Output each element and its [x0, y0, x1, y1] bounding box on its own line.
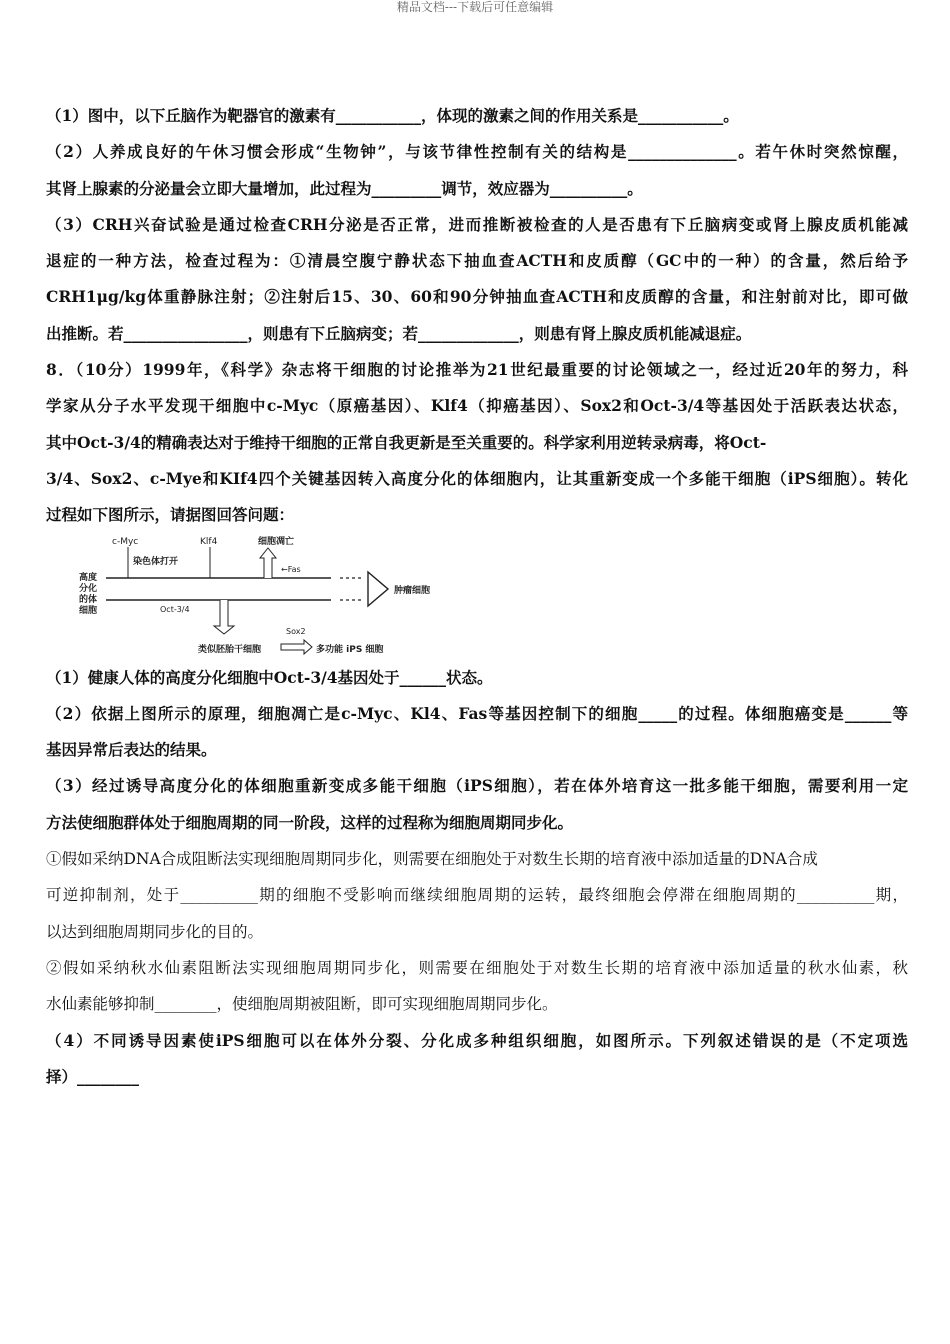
q8-intro-line4: 3/4、Sox2、c-Mye和KIf4四个关键基因转入高度分化的体细胞内，让其重新变成一个多能干细胞（iPS细胞）。转化 [46, 468, 908, 488]
open-chromatin-label: 染色体打开 [133, 556, 179, 567]
q7-part3-line1: （3）CRH兴奋试验是通过检查CRH分泌是否正常，进而推断被检查的人是否患有下丘脑病变或肾上腺皮质机能减 [46, 214, 908, 234]
diagram-svg [76, 534, 436, 660]
q8-part3-sub1-line2: 可逆抑制剂，处于__________期的细胞不受影响而继续细胞周期的运转，最终细胞会停滞在细胞周期的__________期， [46, 886, 908, 905]
q7-part3-line2: 退症的一种方法，检查过程为：①清晨空腹宁静状态下抽血查ACTH和皮质醇（GC中的一种）的含量，然后给予 [46, 251, 908, 271]
page-header: 精品文档---下载后可任意编辑 [396, 0, 554, 14]
q8-part3-sub2-line2: 水仙素能够抑制________，使细胞周期被阻断，即可实现细胞周期同步化。 [46, 995, 558, 1014]
q8-intro-line1: 8．（10分）1999年，《科学》杂志将干细胞的讨论推举为21世纪最重要的讨论领域之一，经过近20年的努力，科 [46, 360, 908, 380]
q8-part2-line2: 基因异常后表达的结果。 [46, 740, 217, 760]
diagram-left-label-1: 高度 [79, 572, 98, 583]
q7-part3-line4: 出推断。若________________，则患有下丘脑病变；若_____________，则患有肾上腺皮质机能减退症。 [46, 323, 752, 343]
q7-part2-line1: （2）人养成良好的午休习惯会形成“生物钟”，与该节律性控制有关的结构是______________。若午休时突然惊醒， [46, 142, 908, 162]
c-myc-label: c-Myc [112, 536, 139, 547]
main-arrowhead [368, 572, 388, 606]
klf4-label: Klf4 [200, 536, 218, 547]
q8-part4-line1: （4）不同诱导因素使iPS细胞可以在体外分裂、分化成多种组织细胞，如图所示。下列叙述错误的是（不定项选 [46, 1030, 908, 1050]
q8-part2-line1: （2）依据上图所示的原理，细胞凋亡是c-Myc、Kl4、Fas等基因控制下的细胞_____的过程。体细胞癌变是______等 [46, 703, 908, 723]
oct-label: Oct-3/4 [160, 604, 190, 614]
q7-part2-line2: 其肾上腺素的分泌量会立即大量增加，此过程为_________调节，效应器为__________。 [46, 178, 643, 198]
apoptosis-label: 细胞凋亡 [258, 536, 295, 547]
ips-conversion-diagram [46, 534, 908, 660]
diagram-left-label-2: 分化 [79, 583, 98, 594]
apoptosis-arrow [260, 548, 276, 578]
sox2-label: Sox2 [286, 626, 306, 636]
document-body [46, 98, 908, 1095]
tumor-cell-label: 肿瘤细胞 [394, 585, 431, 596]
fas-label: ←Fas [281, 564, 301, 574]
embryonic-like-label: 类似胚胎干细胞 [198, 644, 262, 655]
q8-part3-line2: 方法使细胞群体处于细胞周期的同一阶段，这样的过程称为细胞周期同步化。 [46, 812, 574, 832]
sox2-arrow [281, 640, 312, 654]
q7-part1: （1）图中，以下丘脑作为靶器官的激素有___________，体现的激素之间的作用关系是___________。 [46, 106, 739, 125]
q7-part3-line3: CRH1μg/kg体重静脉注射；②注射后15、30、60和90分钟抽血查ACTH和皮质醇的含量，和注射前对比，即可做 [46, 287, 908, 307]
q8-part3-line1: （3）经过诱导高度分化的体细胞重新变成多能干细胞（iPS细胞），若在体外培育这一批多能干细胞，需要利用一定 [46, 776, 908, 796]
q8-intro-line2: 学家从分子水平发现干细胞中c-Myc（原癌基因）、Klf4（抑癌基因）、Sox2和Oct-3/4等基因处于活跃表达状态， [46, 396, 908, 416]
oct-arrow [214, 600, 234, 634]
main-arrow-body [106, 578, 331, 600]
q8-part3-sub1-line1: ①假如采纳DNA合成阻断法实现细胞周期同步化，则需要在细胞处于对数生长期的培育液中添加适量的DNA合成 [46, 850, 818, 869]
q8-part4-line2: 择）________ [46, 1066, 140, 1086]
q8-intro-line5: 过程如下图所示，请据图回答问题： [46, 505, 295, 525]
q8-part1: （1）健康人体的高度分化细胞中Oct-3/4基因处于______状态。 [46, 667, 493, 687]
main-arrow-dashed [340, 578, 362, 600]
q8-part3-sub2-line1: ②假如采纳秋水仙素阻断法实现细胞周期同步化，则需要在细胞处于对数生长期的培育液中添加适量的秋水仙素，秋 [46, 958, 908, 977]
q8-intro-line3: 其中Oct-3/4的精确表达对于维持干细胞的正常自我更新是至关重要的。科学家利用逆转录病毒，将Oct- [46, 432, 767, 452]
q8-part3-sub1-line3: 以达到细胞周期同步化的目的。 [46, 922, 264, 941]
ips-cell-label: 多功能 iPS 细胞 [316, 644, 384, 655]
diagram-left-label-3: 的体 [79, 594, 98, 605]
diagram-left-label-4: 细胞 [79, 605, 98, 616]
